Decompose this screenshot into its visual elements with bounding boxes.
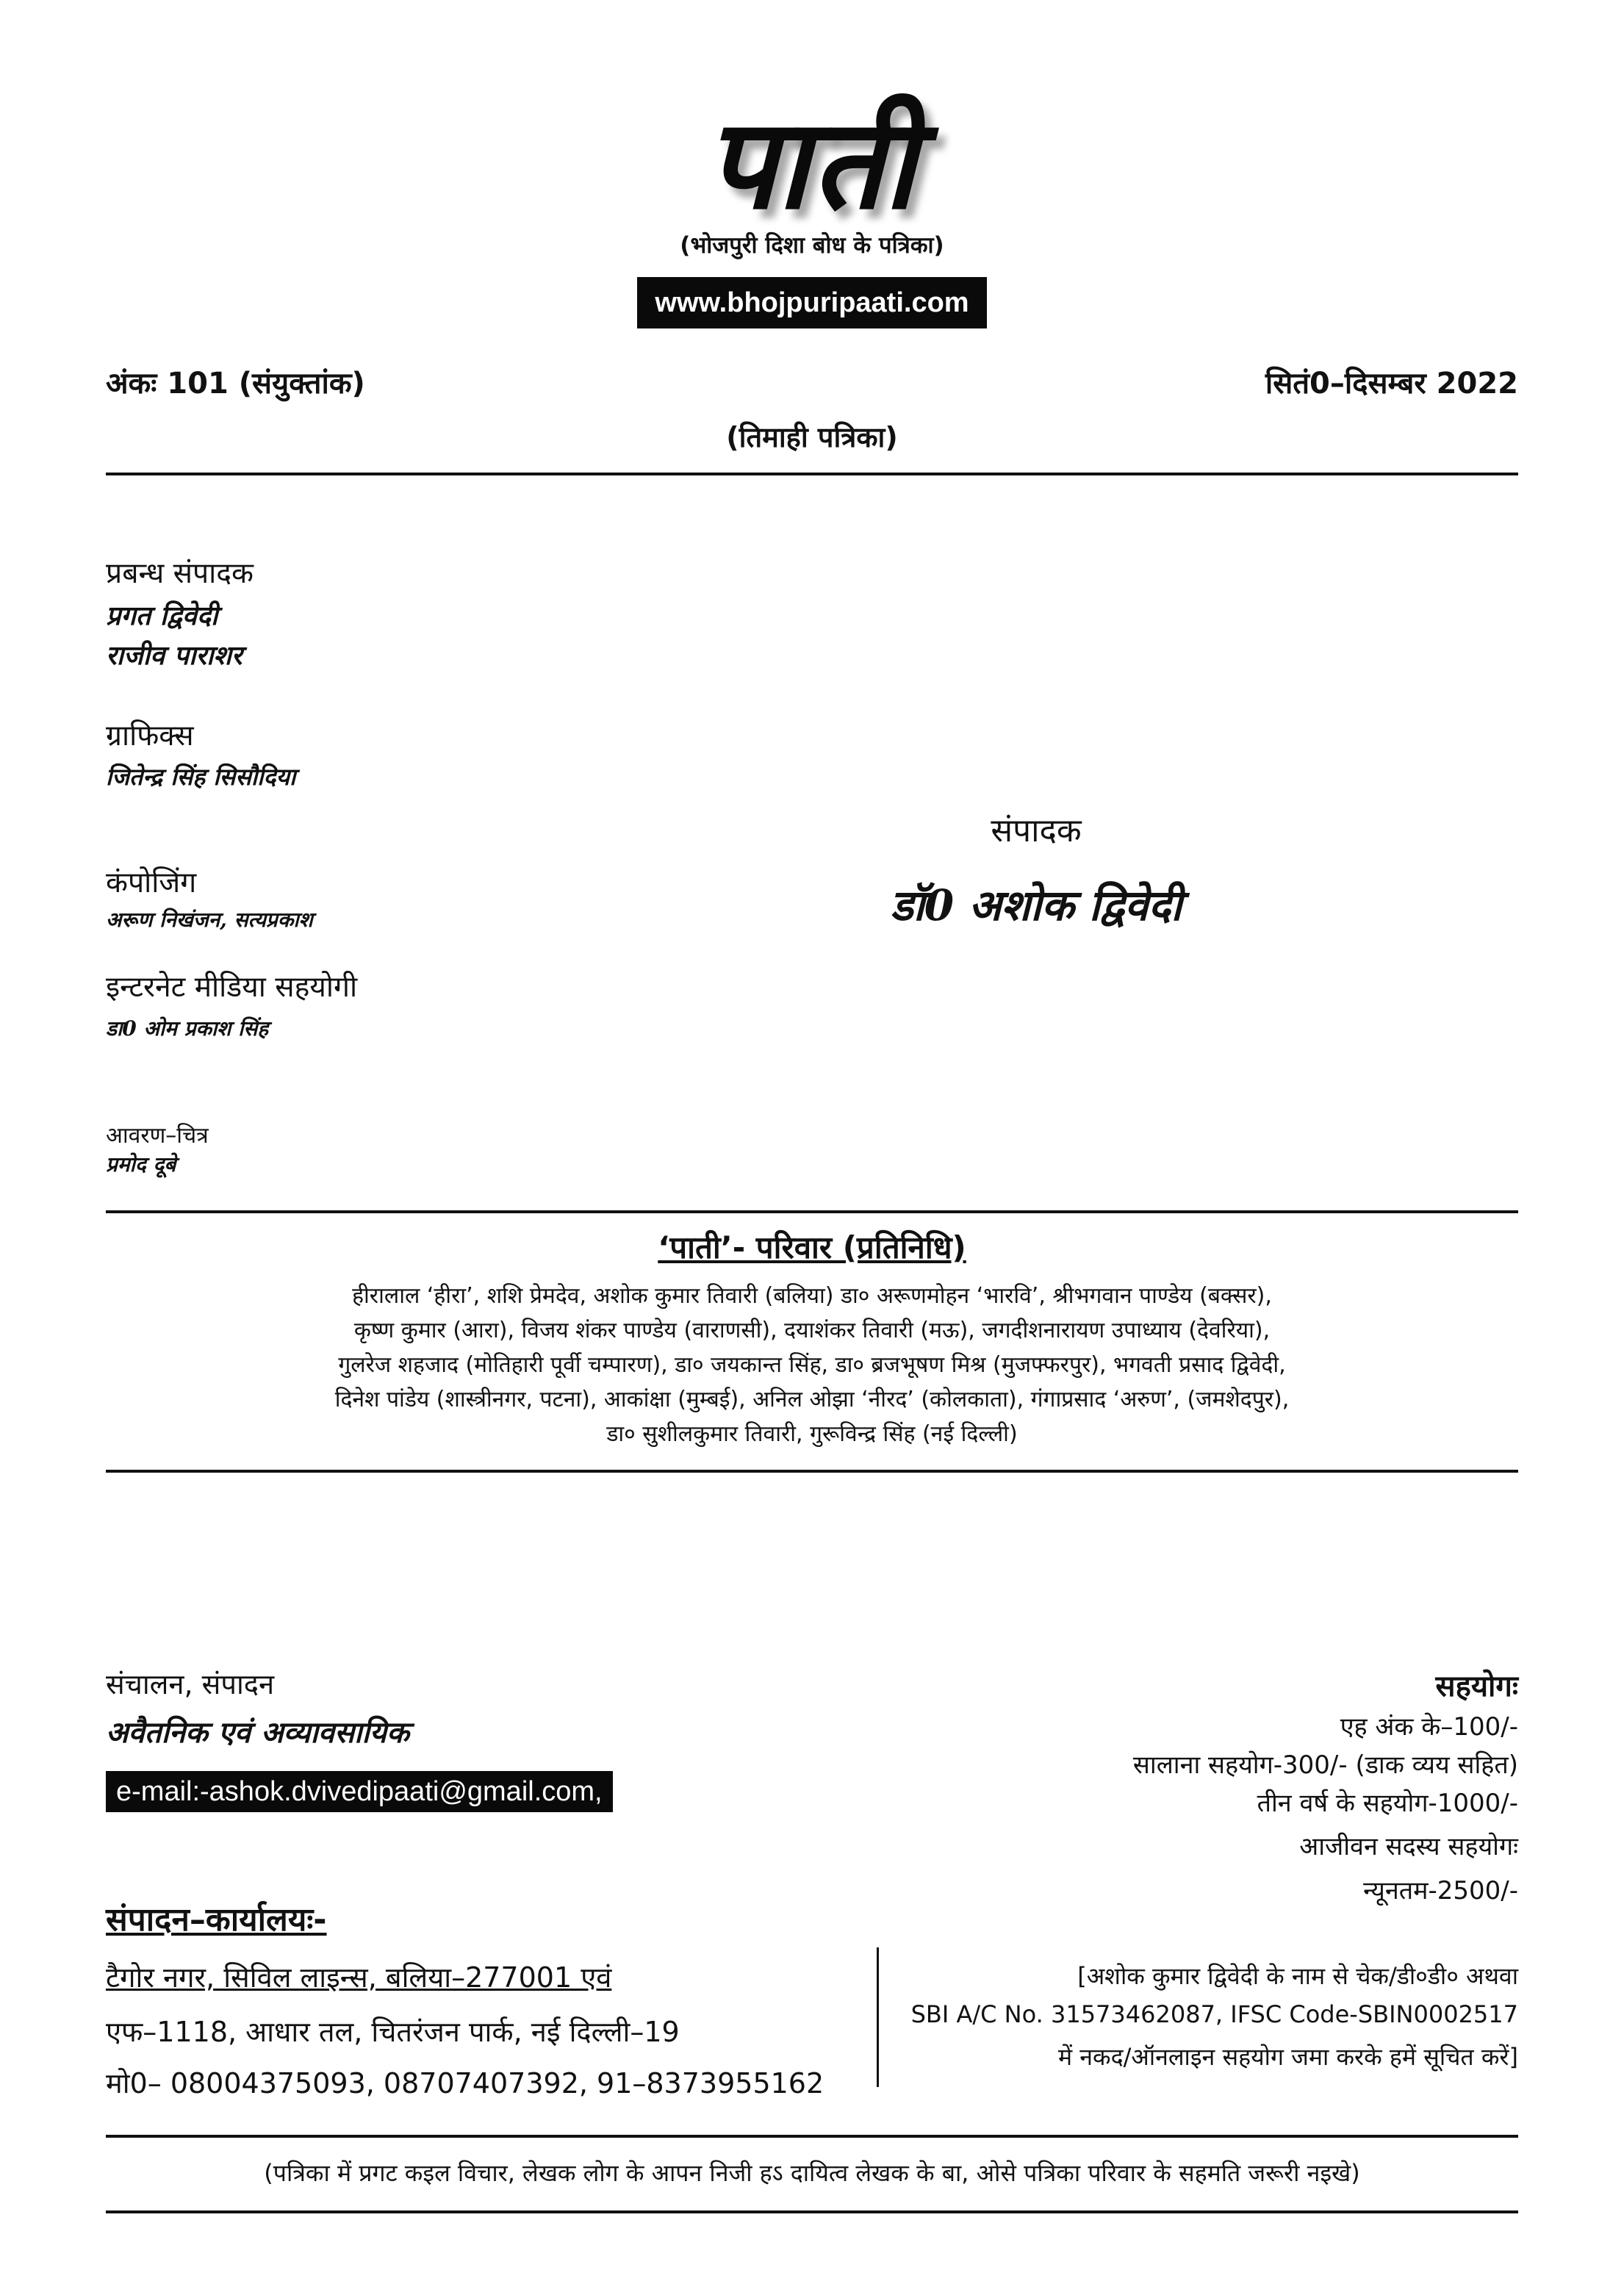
website-banner: [0, 277, 1624, 328]
support-line: न्यूनतम-2500/-: [1363, 1876, 1518, 1906]
office-address: एफ–1118, आधार तल, चितरंजन पार्क, नई दिल्ली–19: [106, 2016, 680, 2048]
office-address: टैगोर नगर, सिविल लाइन्स, बलिया–277001 एवं: [106, 1961, 612, 1994]
payment-line: में नकद/ऑनलाइन सहयोग जमा करके हमें सूचित करें]: [1057, 2043, 1518, 2071]
family-members: [220, 1279, 1404, 1451]
support-line: एह अंक के–100/-: [1340, 1712, 1518, 1742]
family-line: दिनेश पांडेय (शास्त्रीनगर, पटना), आकांक्षा (मुम्बई), अनिल ओझा ‘नीरद’ (कोलकाता), गंगाप्रसाद ‘अरुण’, (जमशेदपुर),: [334, 1387, 1290, 1412]
managing-editor-name: प्रगत द्विवेदी: [106, 600, 218, 631]
support-title: सहयोगः: [1435, 1670, 1518, 1703]
divider: [106, 2210, 1518, 2213]
payment-line: SBI A/C No. 31573462087, IFSC Code-SBIN0002517: [910, 2000, 1518, 2028]
support-line: आजीवन सदस्य सहयोगः: [1299, 1832, 1518, 1861]
divider: [106, 1470, 1518, 1473]
editor-name: डॉ0 अशोक द्विवेदी: [890, 880, 1182, 930]
support-line: सालाना सहयोग-300/- (डाक व्यय सहित): [1132, 1750, 1518, 1780]
cover-art-name: प्रमोद दूबे: [106, 1152, 176, 1177]
family-line: हीरालाल ‘हीरा’, शशि प्रेमदेव, अशोक कुमार तिवारी (बलिया) डा० अरूणमोहन ‘भारवि’, श्रीभगवान पाण्डेय (बक्सर),: [352, 1283, 1272, 1309]
office-title: संपादन–कार्यालयः-: [106, 1901, 327, 1939]
operations-value: अवैतनिक एवं अव्यावसायिक: [106, 1715, 409, 1750]
office-phone: मो0– 08004375093, 08707407392, 91–8373955162: [106, 2067, 824, 2100]
payment-line: [अशोक कुमार द्विवेदी के नाम से चेक/डी०डी० अथवा: [1077, 1962, 1518, 1990]
family-line: गुलरेज शहजाद (मोतिहारी पूर्वी चम्पारण), डा० जयकान्त सिंह, डा० ब्रजभूषण मिश्र (मुजफ्फरपुर), भगवती प्रसाद द्विवेदी,: [338, 1352, 1286, 1378]
issue-number: अंकः 101 (संयुक्तांक): [106, 367, 365, 401]
managing-editor-name: राजीव पाराशर: [106, 640, 242, 671]
graphics-label: ग्राफिक्स: [106, 719, 194, 753]
cover-art-label: आवरण–चित्र: [106, 1123, 209, 1149]
operations-label: संचालन, संपादन: [106, 1668, 275, 1700]
internet-media-name: डा0 ओम प्रकाश सिंह: [106, 1016, 269, 1041]
support-line: तीन वर्ष के सहयोग-1000/-: [1257, 1789, 1518, 1818]
disclaimer: (पत्रिका में प्रगट कइल विचार, लेखक लोग के आपन निजी हऽ दायित्व लेखक के बा, ओसे पत्रिका परिवार के सहमति जरूरी नइखे): [264, 2159, 1360, 2187]
email-link[interactable]: e-mail:-ashok.dvivedipaati@gmail.com,: [106, 1771, 613, 1812]
family-title: ‘पाती’- परिवार (प्रतिनिधि): [658, 1229, 966, 1265]
family-line: कृष्ण कुमार (आरा), विजय शंकर पाण्डेय (वाराणसी), दयाशंकर तिवारी (मऊ), जगदीशनारायण उपाध्याय (देवरिया),: [353, 1318, 1271, 1343]
composing-name: अरूण निखंजन, सत्यप्रकाश: [106, 908, 313, 932]
divider: [106, 1210, 1518, 1213]
magazine-tagline: (भोजपुरी दिशा बोध के पत्रिका): [680, 232, 944, 259]
website-link[interactable]: www.bhojpuripaati.com: [637, 277, 986, 328]
internet-media-label: इन्टरनेट मीडिया सहयोगी: [106, 971, 358, 1004]
vertical-divider: [877, 1947, 879, 2087]
family-line: डा० सुशीलकुमार तिवारी, गुरूविन्द्र सिंह (नई दिल्ली): [606, 1421, 1018, 1447]
divider: [106, 2135, 1518, 2138]
graphics-name: जितेन्द्र सिंह सिसौदिया: [106, 763, 296, 791]
issue-date: सितं0–दिसम्बर 2022: [1265, 367, 1518, 401]
divider: [106, 473, 1518, 475]
issue-frequency: (तिमाही पत्रिका): [726, 421, 898, 453]
composing-label: कंपोजिंग: [106, 866, 197, 899]
magazine-logo: पाती: [705, 90, 919, 237]
editor-label: संपादक: [991, 812, 1082, 850]
managing-editor-label: प्रबन्ध संपादक: [106, 557, 254, 590]
